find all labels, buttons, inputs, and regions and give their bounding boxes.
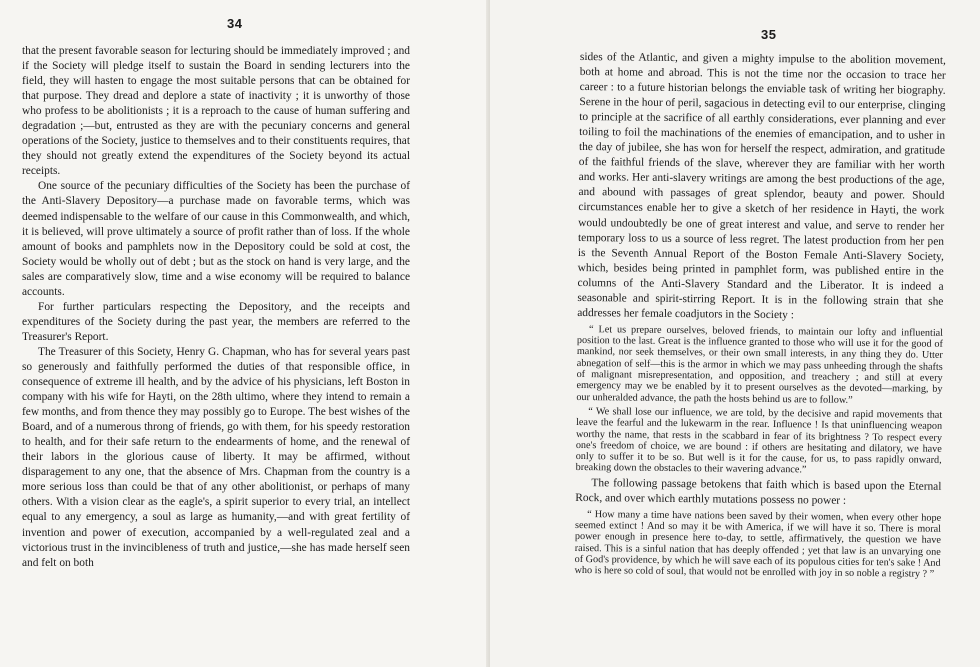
left-paragraph-3: For further particulars respecting the Depository, and the receipts and expenditures of the Society during the past year, the members are referred to the Treasurer's Report. (22, 300, 410, 343)
left-paragraph-2: One source of the pecuniary difficulties of the Society has been the purchase of the Anti-Slavery Depository—a purchase made on favorable terms, which was deemed indispensable to the welfare of our cause in this Commonwealth, and which, it is believed, will prove ultimately a source of profit rather than of loss. If the whole amount of books and pamphlets now in the Depository could be sold at cost, the Society would be wholly out of debt ; but as the stock on hand is very large, and the sales are comparatively slow, time and a wise economy will be required to balance accounts. (22, 180, 410, 298)
right-paragraph-1: sides of the Atlantic, and given a mighty impulse to the abolition movement, both at home and abroad. This is not the time nor the occasion to trace her career : to a future historian belongs the enviable task of writing her biography. Serene in the hour of peril, sagacious in detecting evil to our enterprise, clinging to principle at the sacrifice of all earthly considerations, ever planning and ever toiling to foil the machinations of the enemies of emancipation, and to usher in the day of jubilee, she has won for herself the respect, admiration, and gratitude of the faithful friends of the slave, wherever they are familiar with her worth and works. Her anti-slavery writings are among the best productions of the age, and abound with passages of great splendor, beauty and power. Should circumstances enable her to give a sketch of her residence in Hayti, the work would undoubtedly be one of great interest and value, and serve to render her temporary loss to us a source of less regret. The latest production from her pen is the Seventh Annual Report of the Boston Female Anti-Slavery Society, which, besides being printed in pamphlet form, was published entire in the columns of the Anti-Slavery Standard and the Liberator. It is indeed a seasonable and spirit-stirring Report. It is in the following strain that she addresses her female coadjutors in the Society : (577, 50, 946, 322)
page-number-right: 35 (761, 27, 777, 42)
quote-2: “ How many a time have nations been saved by their women, when every other hope seemed extinct ! And so may it be with America, if we will have it so. There is moral power enough in presence here to-day, to settle, affirmatively, the question we have raised. This is a sinful nation that has deeply offended ; yet that law is an unvarying one of God's providence, by which he will save each of its populous cities for ten's sake ! And who is here so cold of soul, that would not be enrolled with joy in so noble a registry ? ” (574, 508, 942, 581)
left-page-text (22, 44, 410, 571)
right-paragraph-2: The following passage betokens that faith which is based upon the Eternal Rock, and over which earthly mutations possess no power : (575, 476, 942, 507)
right-page (490, 0, 980, 667)
left-paragraph-1: that the present favorable season for lecturing should be immediately improved ; and if the Society will pledge itself to sustain the Board in sending lecturers into the field, they will hasten to engage the most suitable persons that can be obtained for that purpose. They dread and deplore a state of inactivity ; it is unworthy of those who profess to be abolitionists ; it is a reproach to the cause of human suffering and degradation ;—but, entrusted as they are with the pecuniary concerns and general operations of the Society, justice to themselves and to their constituents requires, that they should not greatly extend the expenditures of the Society beyond its actual receipts. (22, 45, 410, 178)
quote-1b: “ We shall lose our influence, we are told, by the decisive and rapid movements that leave the fearful and the lukewarm in the rear. Influence ! Is that uninfluencing weapon worthy the name, that rests in the scabbard in fear of its brightness ? To respect every one's freedom of choice, we are bound : if others are hesitating and dilatory, we have only to suffer it to be so. But well is it for the cause, for us, to pass rapidly onward, breaking down the obstacles to their wavering advance.” (575, 406, 943, 476)
right-page-text (574, 50, 946, 582)
quote-1a: “ Let us prepare ourselves, beloved friends, to maintain our lofty and influential position to the last. Great is the influence granted to those who will use it for the good of mankind, nor seek themselves, or their own small interests, in any thing they do. Utter abnegation of self—this is the armor in which we may pass unheeding through the shafts of malignant misrepresentation, and opposition, and treachery ; and still at every emergency may we be enabled by it to present ourselves as the devoted—marking, by our unheralded advance, the path the hosts behind us are to follow.” (576, 323, 944, 406)
left-paragraph-4: The Treasurer of this Society, Henry G. Chapman, who has for several years past so generously and faithfully performed the duties of that responsible office, in consequence of extreme ill health, and by the advice of his physicians, left Boston in company with his wife for Hayti, on the 28th ultimo, where they intend to remain a few months, and from thence they may possibly go to Europe. The best wishes of the Board, and of a numerous throng of friends, go with them, for his speedy restoration to health, and for their safe return to the endearments of home, and the renewal of their labors in the glorious cause of liberty. It may be affirmed, without disparagement to any one, that the absence of Mrs. Chapman from the country is a more serious loss than could be that of any other abolitionist, or perhaps of many others. With a vision clear as the eagle's, a spirit superior to every trial, an intellect equal to any emergency, a soul as large as humanity,—and with great fertility of invention and power of execution, accompanied by a well-regulated zeal and a victorious trust in the invincibleness of truth and justice,—she has made herself seen and felt on both (22, 345, 410, 569)
page-number-left: 34 (227, 16, 243, 31)
